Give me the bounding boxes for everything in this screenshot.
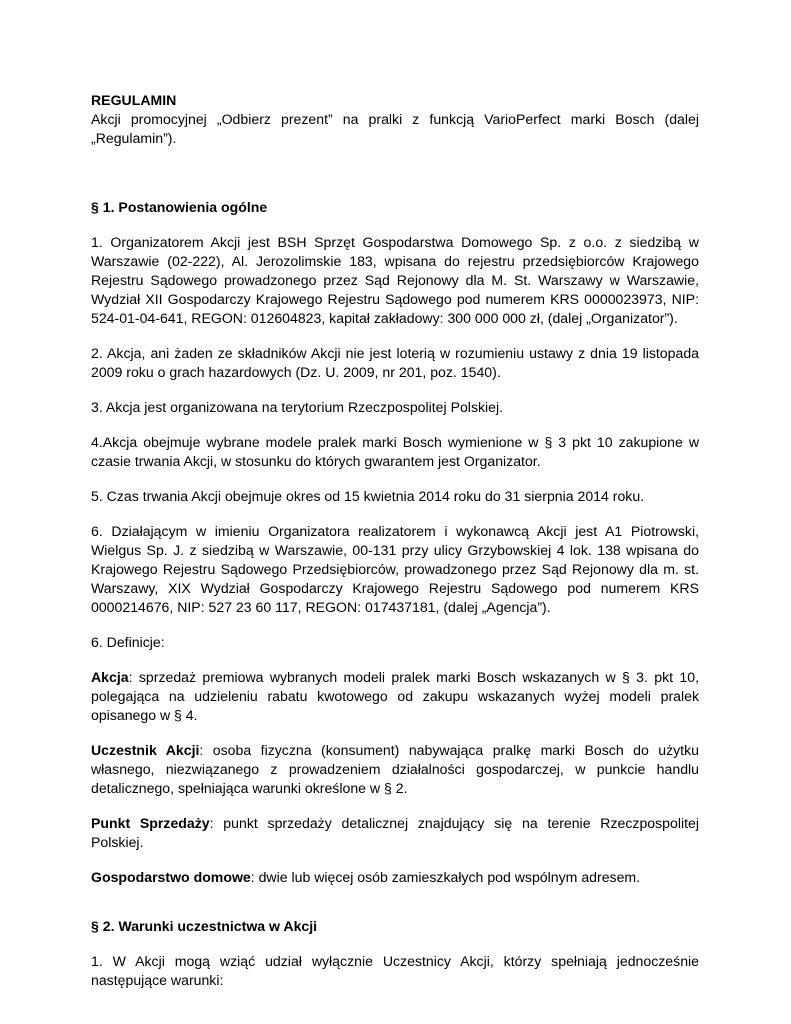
definition-text: : sprzedaż premiowa wybranych modeli pralek marki Bosch wskazanych w § 3. pkt 10, polegająca na udzieleniu rabatu kwotowego od zakupu wskazanych wyżej modeli pralek opisanego w § 4. — [91, 669, 699, 723]
definition-term: Uczestnik Akcji — [91, 742, 200, 758]
definition-gospodarstwo-domowe — [91, 868, 699, 887]
section-2-paragraph-1: 1. W Akcji mogą wziąć udział wyłącznie Uczestnicy Akcji, którzy spełniają jednocześnie następujące warunki: — [91, 953, 699, 988]
section-2-heading: § 2. Warunki uczestnictwa w Akcji — [91, 918, 318, 934]
definitions-heading: 6. Definicje: — [91, 634, 165, 650]
definition-text: : punkt sprzedaży detalicznej znajdujący się na terenie Rzeczpospolitej Polskiej. — [91, 815, 699, 850]
section-1-heading: § 1. Postanowienia ogólne — [91, 199, 268, 215]
section-1-paragraph-4: 4.Akcja obejmuje wybrane modele pralek marki Bosch wymienione w § 3 pkt 10 zakupione w czasie trwania Akcji, w stosunku do których gwarantem jest Organizator. — [91, 434, 699, 469]
section-1-paragraph-2: 2. Akcja, ani żaden ze składników Akcji nie jest loterią w rozumieniu ustawy z dnia 19 listopada 2009 roku o grach hazardowych (Dz. U. 2009, nr 201, poz. 1540). — [91, 345, 699, 380]
document-intro: Akcji promocyjnej „Odbierz prezent” na pralki z funkcją VarioPerfect marki Bosch (dalej „Regulamin”). — [91, 111, 699, 146]
document-page — [91, 91, 699, 990]
definition-uczestnik-akcji — [91, 741, 699, 798]
section-1-paragraph-5: 5. Czas trwania Akcji obejmuje okres od 15 kwietnia 2014 roku do 31 sierpnia 2014 roku. — [91, 488, 645, 504]
definition-term: Akcja — [91, 669, 129, 685]
document-title: REGULAMIN — [91, 92, 177, 108]
definition-text: : dwie lub więcej osób zamieszkałych pod wspólnym adresem. — [250, 869, 641, 885]
section-1-paragraph-6: 6. Działającym w imieniu Organizatora realizatorem i wykonawcą Akcji jest A1 Piotrowski, Wielgus Sp. J. z siedzibą w Warszawie, 00-131 przy ulicy Grzybowskiej 4 lok. 138 wpisana do Krajowego Rejestru Sądowego Przedsiębiorców, prowadzonego przez Sąd Rejonowy dla m. st. Warszawy, XIX Wydział Gospodarczy Krajowego Rejestru Sądowego pod numerem KRS 0000214676, NIP: 527 23 60 117, REGON: 017437181, (dalej „Agencja”). — [91, 523, 699, 615]
definition-term: Punkt Sprzedaży — [91, 815, 210, 831]
definition-text: : osoba fizyczna (konsument) nabywająca pralkę marki Bosch do użytku własnego, niezwiązanego z prowadzeniem działalności gospodarczej, w punkcie handlu detalicznego, spełniająca warunki określone w § 2. — [91, 742, 699, 796]
definition-akcja — [91, 668, 699, 725]
section-1-paragraph-1: 1. Organizatorem Akcji jest BSH Sprzęt Gospodarstwa Domowego Sp. z o.o. z siedzibą w Warszawie (02-222), Al. Jerozolimskie 183, wpisana do rejestru przedsiębiorców Krajowego Rejestru Sądowego prowadzonego przez Sąd Rejonowy dla M. St. Warszawy w Warszawie, Wydział XII Gospodarczy Krajowego Rejestru Sądowego pod numerem KRS 0000023973, NIP: 524-01-04-641, REGON: 012604823, kapitał zakładowy: 300 000 000 zł, (dalej „Organizator”). — [91, 234, 699, 326]
definition-term: Gospodarstwo domowe — [91, 869, 251, 885]
section-1-paragraph-3: 3. Akcja jest organizowana na terytorium Rzeczpospolitej Polskiej. — [91, 399, 504, 415]
definition-punkt-sprzedazy — [91, 814, 699, 852]
